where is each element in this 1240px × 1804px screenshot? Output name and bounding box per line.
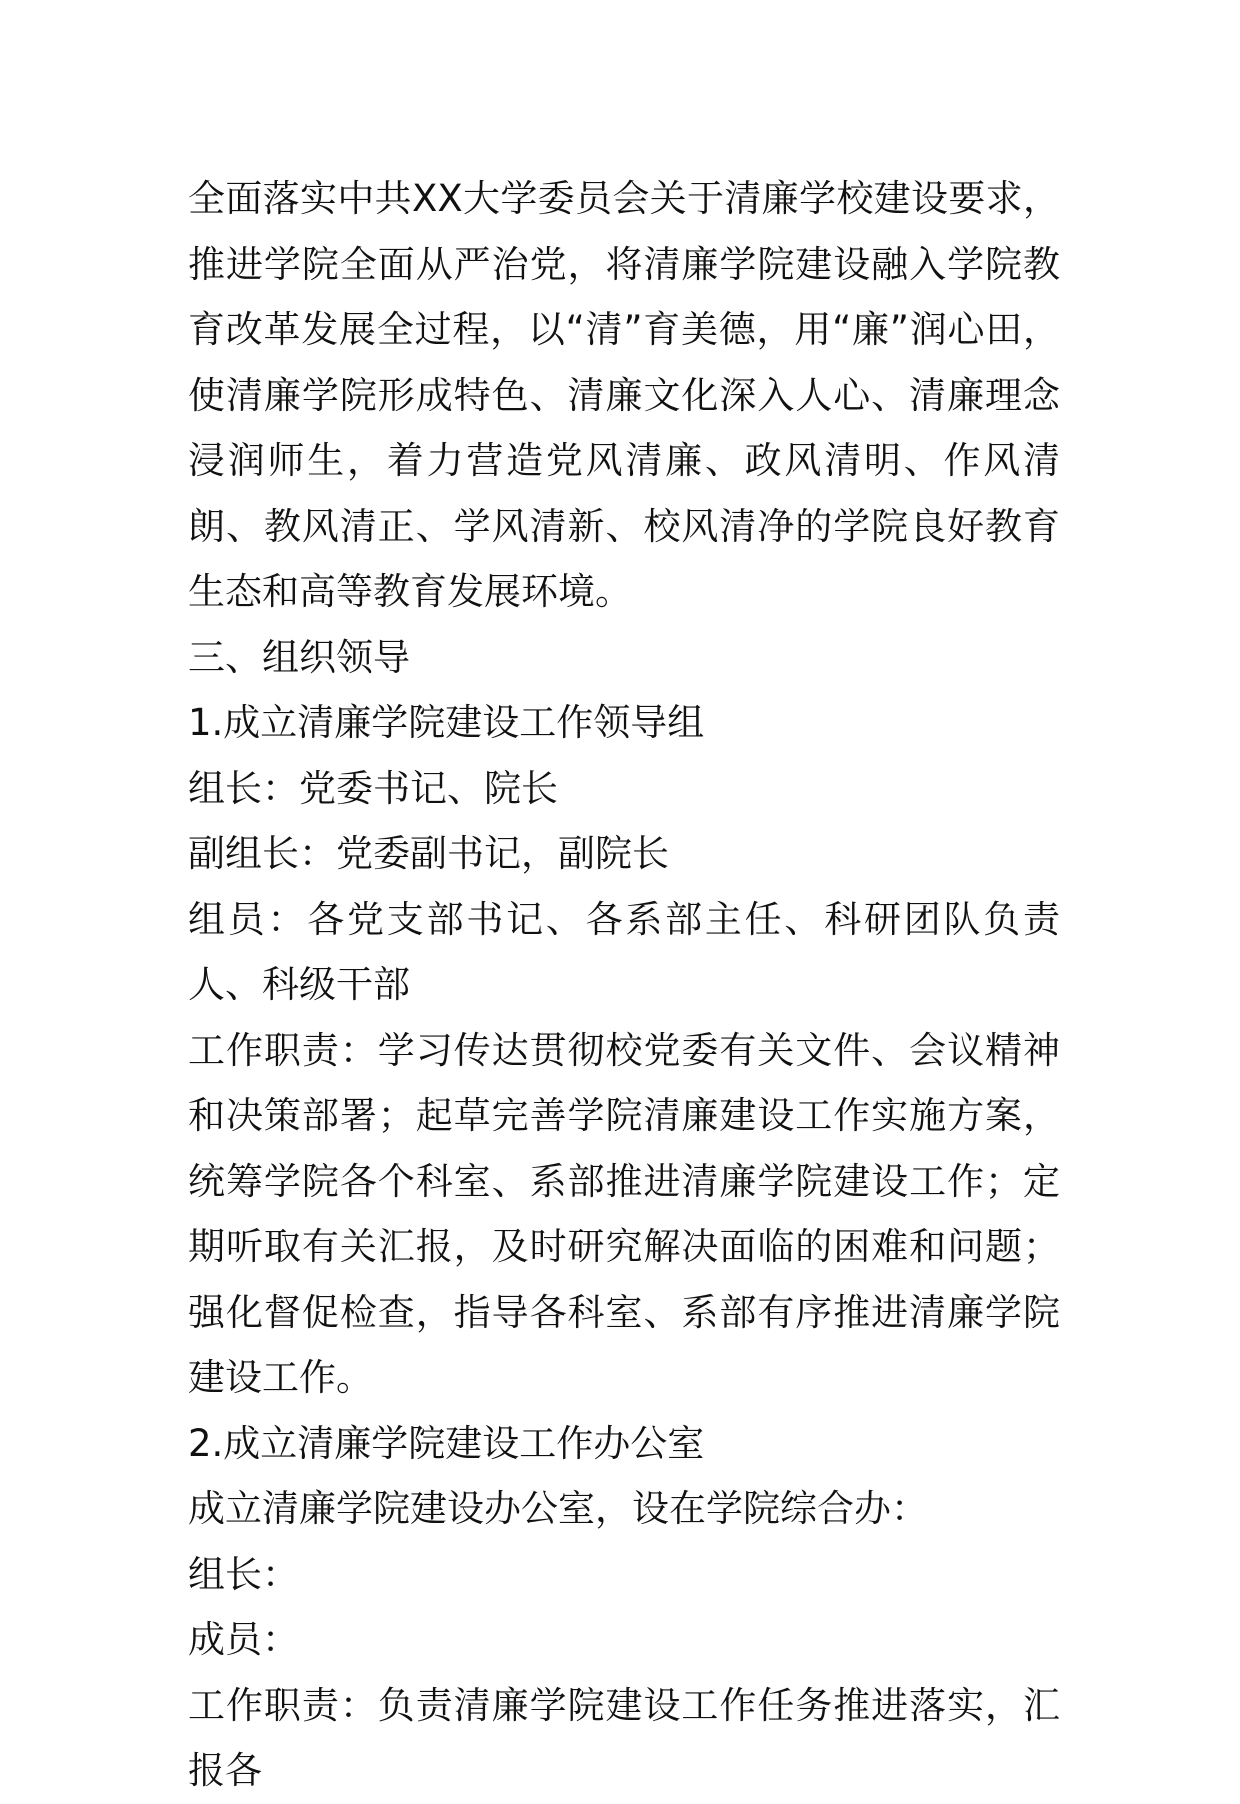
document-body xyxy=(188,166,1060,1804)
subheading-office: 2.成立清廉学院建设工作办公室 xyxy=(188,1421,705,1465)
paragraph-office-setup: 成立清廉学院建设办公室，设在学院综合办： xyxy=(188,1487,928,1530)
subheading-leadership-group: 1.成立清廉学院建设工作领导组 xyxy=(188,701,705,744)
paragraph-group-members: 组员：各党支部书记、各系部主任、科研团队负责人、科级干部 xyxy=(188,897,1060,1006)
paragraph-group-leader: 组长：党委书记、院长 xyxy=(188,766,558,810)
paragraph-office-members: 成员： xyxy=(188,1618,299,1661)
paragraph-office-duties: 工作职责：负责清廉学院建设工作任务推进落实，汇报各 xyxy=(188,1683,1060,1792)
paragraph-leadership-duties: 工作职责：学习传达贯彻校党委有关文件、会议精神和决策部署；起草完善学院清廉建设工作实施方案，统筹学院各个科室、系部推进清廉学院建设工作；定期听取有关汇报，及时研究解决面临的困难和问题；强化督促检查，指导各科室、系部有序推进清廉学院建设工作。 xyxy=(188,1028,1060,1399)
paragraph-deputy-leader: 副组长：党委副书记，副院长 xyxy=(188,832,669,875)
paragraph-office-leader: 组长： xyxy=(188,1552,299,1596)
section-heading-organization: 三、组织领导 xyxy=(188,635,410,679)
paragraph-goal: 全面落实中共XX大学委员会关于清廉学校建设要求，推进学院全面从严治党，将清廉学院建设融入学院教育改革发展全过程，以“清”育美德，用“廉”润心田，使清廉学院形成特色、清廉文化深入人心、清廉理念浸润师生，着力营造党风清廉、政风清明、作风清朗、教风清正、学风清新、校风清净的学院良好教育生态和高等教育发展环境。 xyxy=(188,177,1060,613)
